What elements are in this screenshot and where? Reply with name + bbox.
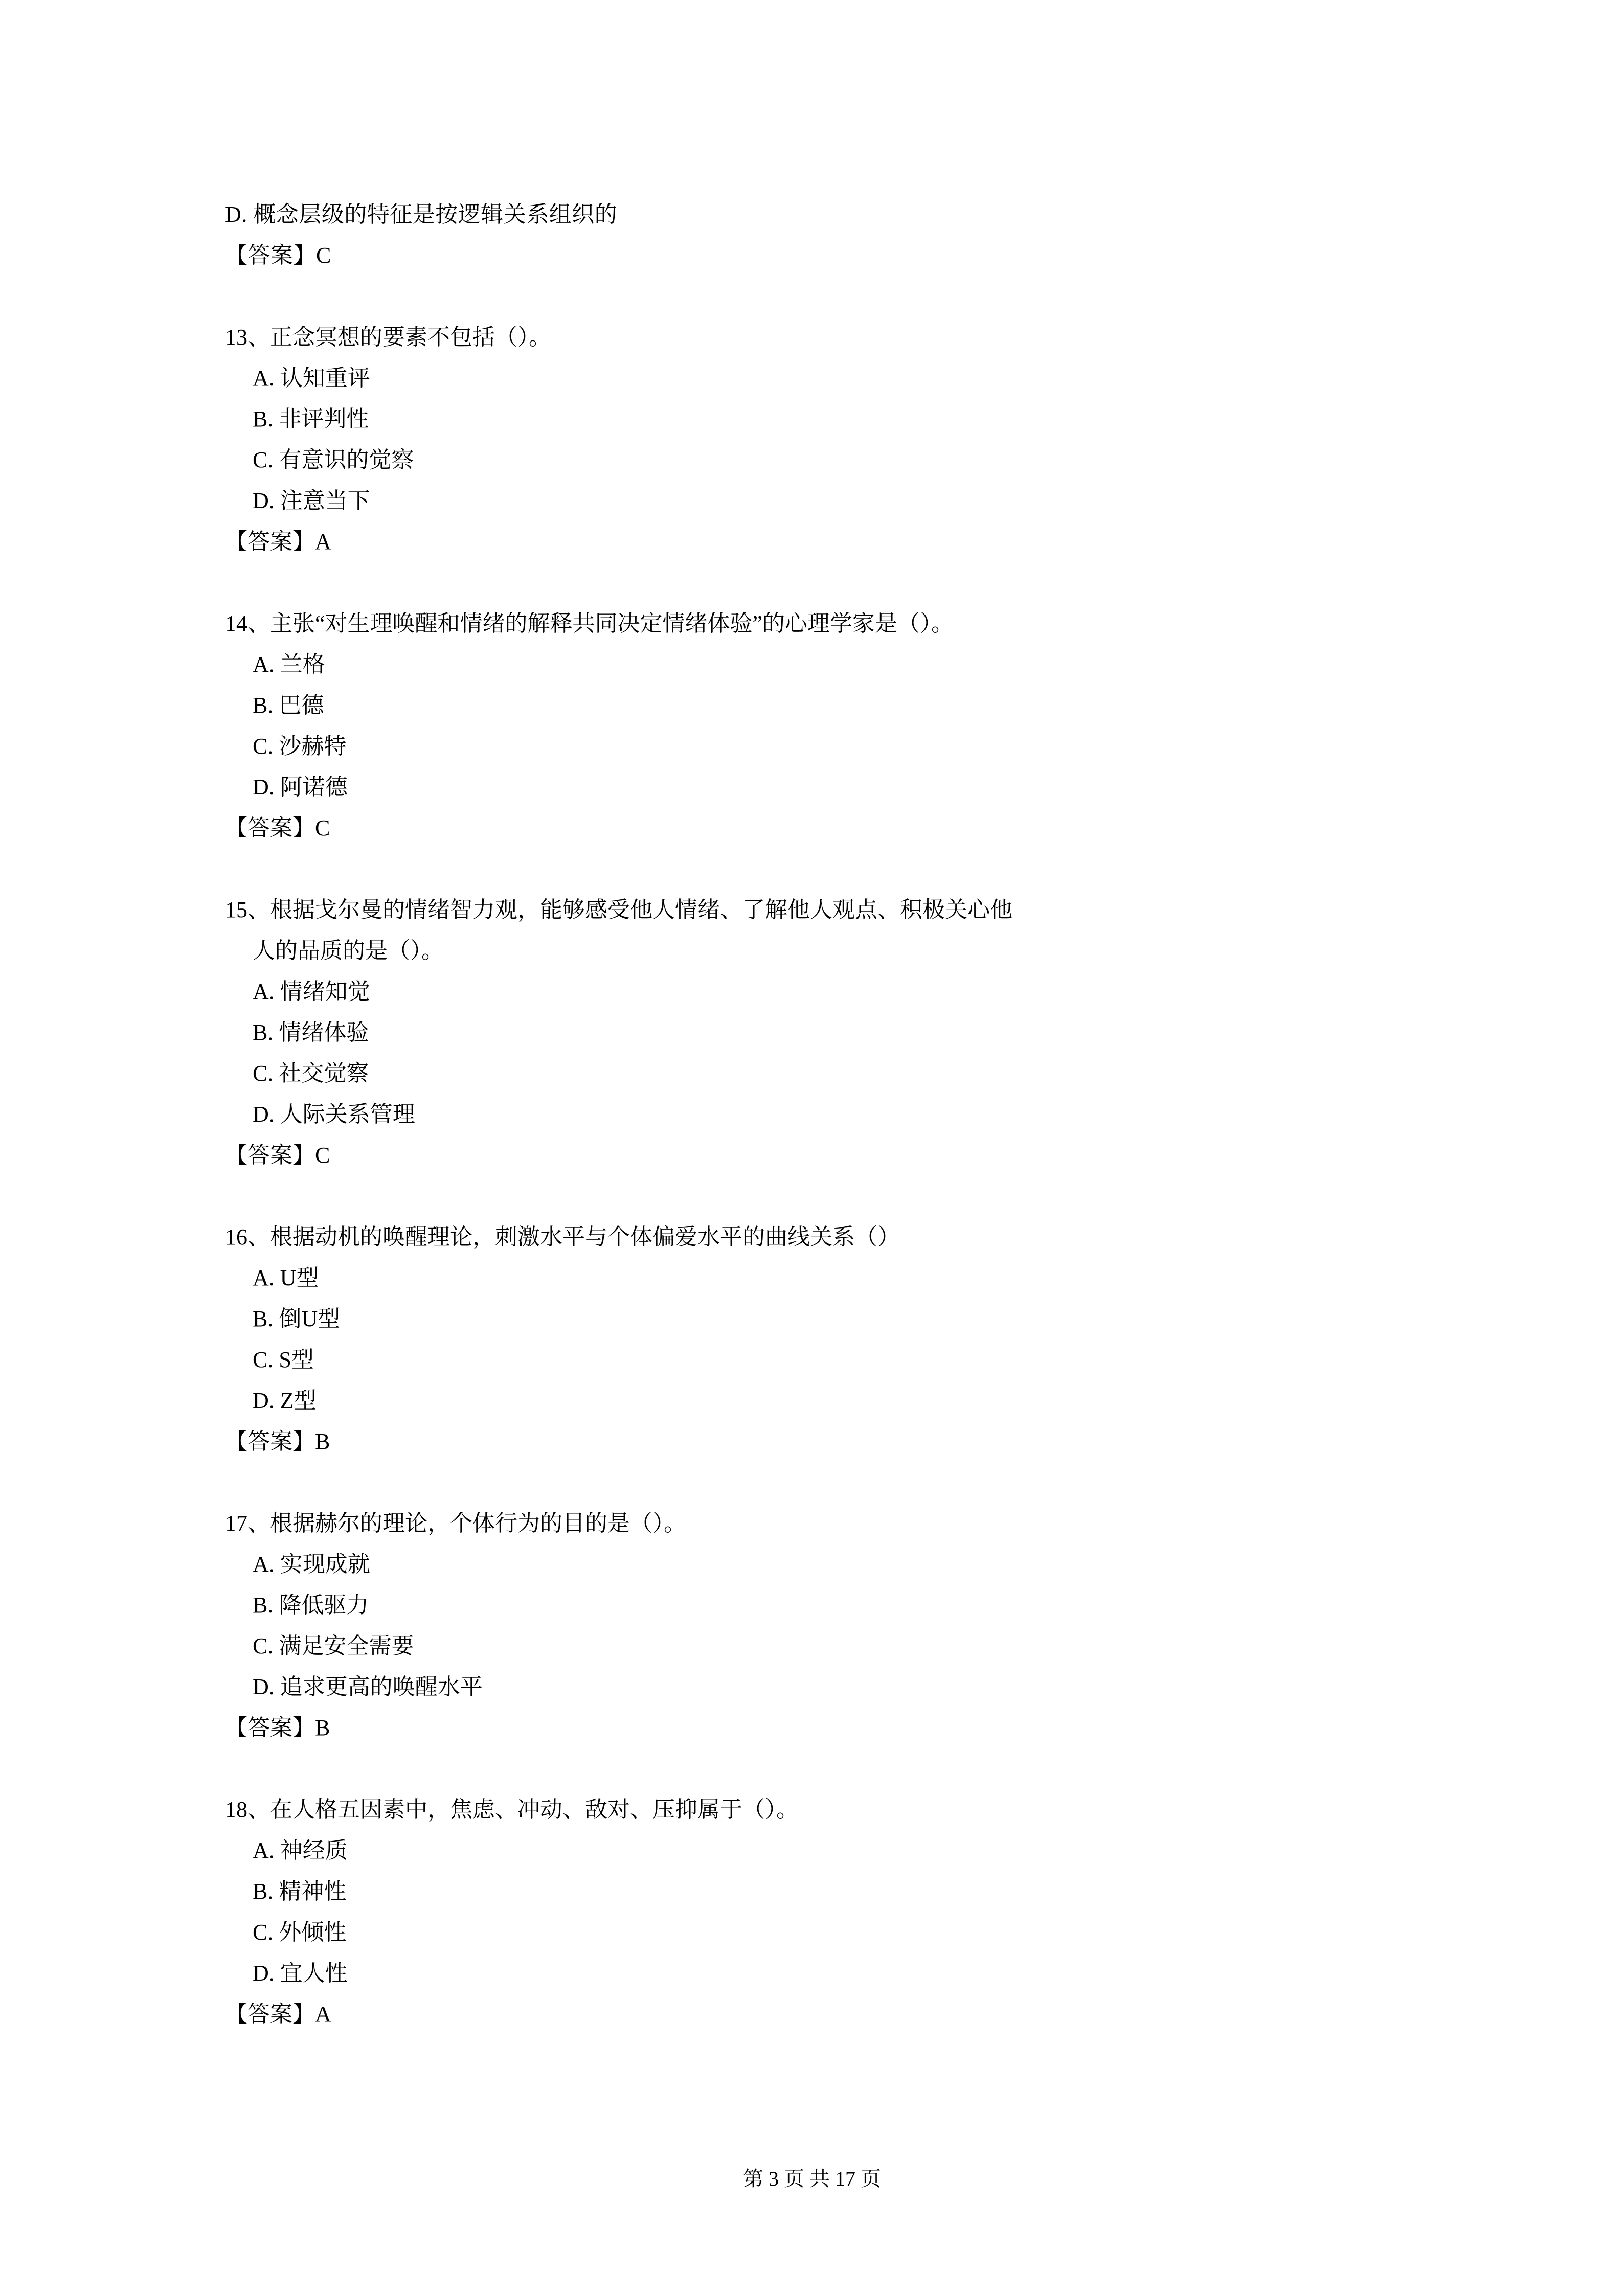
option-b: B. 精神性 — [253, 1879, 347, 1904]
question-text: 主张“对生理唤醒和情绪的解释共同决定情绪体验”的心理学家是（）。 — [270, 611, 954, 636]
option-c: C. 社交觉察 — [253, 1061, 369, 1086]
option-c: C. 有意识的觉察 — [253, 447, 414, 472]
option-d: D. Z型 — [253, 1388, 317, 1413]
question-stem — [225, 603, 1401, 644]
question-stem — [225, 1789, 1401, 1830]
option-d: D. 追求更高的唤醒水平 — [253, 1674, 483, 1699]
option-a: A. 神经质 — [253, 1838, 348, 1863]
carry-over-answer: 【答案】C — [225, 243, 331, 268]
question-stem — [225, 1503, 1401, 1544]
answer-line: 【答案】A — [225, 529, 331, 554]
question-number: 17、 — [225, 1511, 270, 1536]
question-stem — [225, 890, 1401, 930]
option-d: D. 人际关系管理 — [253, 1102, 415, 1127]
question-text-continued: 人的品质的是（）。 — [253, 938, 444, 963]
question-block — [225, 1789, 1401, 2035]
option-a: A. 实现成就 — [253, 1552, 370, 1577]
option-a: A. 情绪知觉 — [253, 979, 370, 1004]
question-stem — [225, 317, 1401, 358]
option-a: A. U型 — [253, 1265, 319, 1290]
option-b: B. 倒U型 — [253, 1306, 341, 1331]
option-a: A. 兰格 — [253, 652, 325, 677]
question-block — [225, 603, 1401, 849]
question-block — [225, 1217, 1401, 1462]
option-c: C. 外倾性 — [253, 1920, 347, 1945]
option-a: A. 认知重评 — [253, 366, 370, 391]
question-text: 正念冥想的要素不包括（）。 — [270, 325, 551, 350]
option-d: D. 注意当下 — [253, 488, 370, 513]
answer-line: 【答案】C — [225, 1143, 330, 1168]
page-footer: 第 3 页 共 17 页 — [743, 2167, 881, 2190]
carry-over-block — [225, 194, 1401, 276]
question-stem-continued — [225, 930, 1401, 971]
question-number: 13、 — [225, 325, 270, 350]
carry-over-option: D. 概念层级的特征是按逻辑关系组织的 — [225, 202, 618, 227]
question-number: 16、 — [225, 1224, 270, 1249]
option-d: D. 阿诺德 — [253, 775, 348, 800]
answer-line: 【答案】B — [225, 1715, 330, 1740]
question-block — [225, 890, 1401, 1176]
question-text: 根据赫尔的理论，个体行为的目的是（）。 — [270, 1511, 686, 1536]
question-block — [225, 317, 1401, 562]
option-d: D. 宜人性 — [253, 1961, 348, 1986]
option-b: B. 非评判性 — [253, 406, 369, 431]
page-content — [225, 194, 1401, 2035]
question-number: 15、 — [225, 897, 270, 922]
option-b: B. 降低驱力 — [253, 1593, 369, 1618]
option-b: B. 情绪体验 — [253, 1020, 369, 1045]
answer-line: 【答案】B — [225, 1429, 330, 1454]
question-text: 根据戈尔曼的情绪智力观，能够感受他人情绪、了解他人观点、积极关心他 — [270, 897, 1012, 922]
question-number: 18、 — [225, 1797, 270, 1822]
question-text: 根据动机的唤醒理论，刺激水平与个体偏爱水平的曲线关系（） — [270, 1224, 900, 1249]
question-number: 14、 — [225, 611, 270, 636]
option-b: B. 巴德 — [253, 693, 324, 718]
option-c: C. 沙赫特 — [253, 734, 347, 759]
question-text: 在人格五因素中，焦虑、冲动、敌对、压抑属于（）。 — [270, 1797, 799, 1822]
option-c: C. 满足安全需要 — [253, 1633, 414, 1658]
question-block — [225, 1503, 1401, 1748]
answer-line: 【答案】C — [225, 815, 330, 840]
option-c: C. S型 — [253, 1347, 314, 1372]
answer-line: 【答案】A — [225, 2002, 331, 2027]
question-stem — [225, 1217, 1401, 1258]
